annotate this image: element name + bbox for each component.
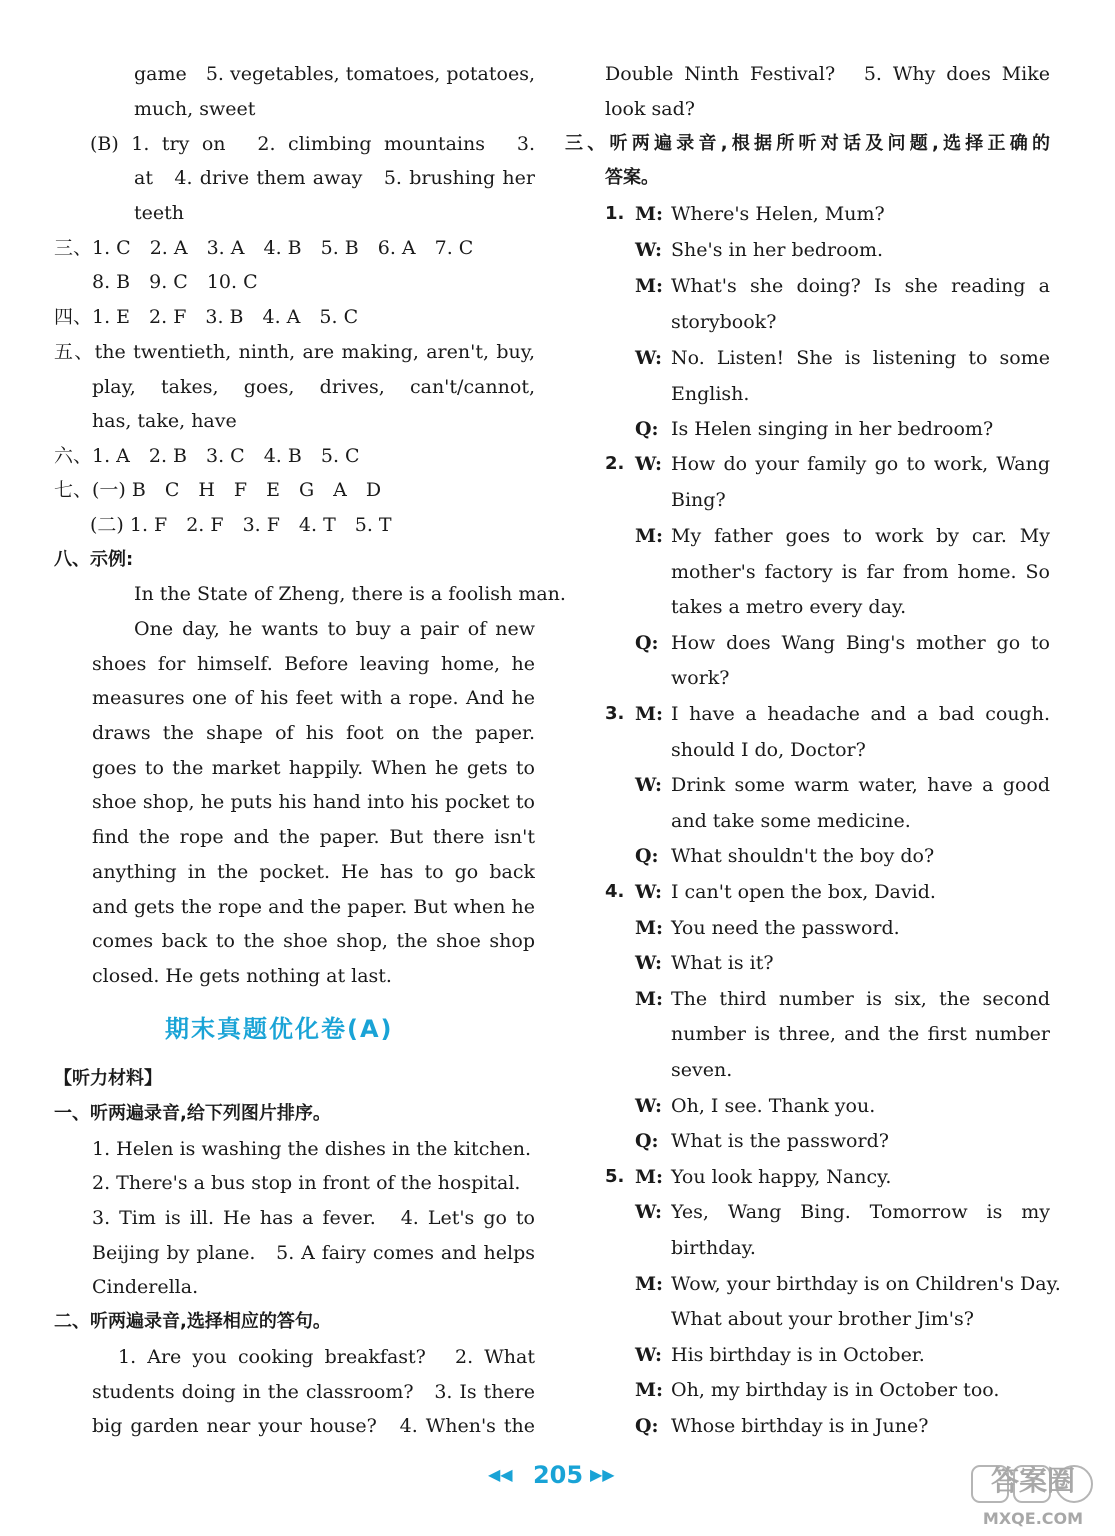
speaker-label: W: (635, 1095, 663, 1117)
left_lines-line: anything in the pocket. He has to go back (92, 861, 535, 883)
right_lines-line: What about your brother Jim's? (671, 1308, 974, 1330)
right_lines-line: mother's factory is far from home. So (671, 561, 1050, 583)
right_lines-line: 2. (605, 453, 625, 474)
right_lines-line: Yes, Wang Bing. Tomorrow is my (671, 1201, 1050, 1223)
left_lines-line: (B) 1. try on 2. climbing mountains 3. (90, 133, 535, 155)
right_lines-line: Whose birthday is in June? (671, 1415, 929, 1437)
right_lines-line: No. Listen! She is listening to some (671, 347, 1050, 369)
left_lines-line: 3. Tim is ill. He has a fever. 4. Let's go to (92, 1207, 535, 1229)
left_lines-line: 七、(一) B C H F E G A D (54, 479, 382, 501)
left_lines-line: 【听力材料】 (54, 1068, 162, 1089)
right_lines-line: I have a headache and a bad cough. (671, 703, 1050, 725)
speaker-label: Q: (635, 418, 659, 440)
speaker-label: M: (635, 917, 664, 939)
right_lines-line: 1. (605, 203, 625, 224)
right_lines-line: My father goes to work by car. My (671, 525, 1050, 547)
left_lines-line: students doing in the classroom? 3. Is there (92, 1381, 535, 1403)
right_lines-line: English. (671, 383, 750, 405)
next-page-arrow-icon[interactable]: ▶▶ (590, 1465, 615, 1484)
speaker-label: M: (635, 1166, 664, 1188)
left_lines-line: measures one of his feet with a rope. And he (92, 687, 535, 709)
right_lines-line: Oh, I see. Thank you. (671, 1095, 876, 1117)
left_lines-line: teeth (134, 202, 184, 224)
speaker-label: W: (635, 453, 663, 475)
left_lines-line: shoes for himself. Before leaving home, he (92, 653, 535, 675)
right_lines-line: seven. (671, 1059, 733, 1081)
left_lines-line: 1. Helen is washing the dishes in the kitchen. (92, 1138, 532, 1160)
left_lines-line: at 4. drive them away 5. brushing her (134, 167, 535, 189)
speaker-label: W: (635, 1344, 663, 1366)
left_lines-line: One day, he wants to buy a pair of new (134, 618, 535, 640)
left_lines-line: much, sweet (134, 98, 256, 120)
speaker-label: W: (635, 774, 663, 796)
right_lines-line: You need the password. (671, 917, 900, 939)
left_lines-line: 二、听两遍录音,选择相应的答句。 (54, 1311, 331, 1332)
left_lines-line: 五、the twentieth, ninth, are making, aren't, buy, (54, 341, 535, 363)
right_lines-line: What is it? (671, 952, 774, 974)
right_lines-line: What's she doing? Is she reading a (671, 275, 1050, 297)
speaker-label: W: (635, 952, 663, 974)
right_lines-line: and take some medicine. (671, 810, 911, 832)
left_lines-line: 1. Are you cooking breakfast? 2. What (118, 1346, 535, 1368)
right_lines-line: How do your family go to work, Wang (671, 453, 1050, 475)
right_lines-line: 4. (605, 881, 625, 902)
right_lines-line: 5. (605, 1166, 625, 1187)
right_lines-line: Wow, your birthday is on Children's Day. (671, 1273, 1061, 1295)
speaker-label: Q: (635, 632, 659, 654)
right_lines-line: Where's Helen, Mum? (671, 203, 885, 225)
right_lines-line: Drink some warm water, have a good (671, 774, 1050, 796)
right_lines-line: The third number is six, the second (671, 988, 1050, 1010)
right_lines-line: takes a metro every day. (671, 596, 907, 618)
left_lines-line: game 5. vegetables, tomatoes, potatoes, (134, 63, 535, 85)
speaker-label: M: (635, 525, 664, 547)
speaker-label: M: (635, 275, 664, 297)
speaker-label: M: (635, 1379, 664, 1401)
watermark-text: 答案圈 (990, 1464, 1076, 1497)
left_lines-line: In the State of Zheng, there is a foolish man. (134, 583, 566, 605)
right_lines-line: birthday. (671, 1237, 756, 1259)
watermark-logo-icon (968, 1462, 1098, 1530)
speaker-label: M: (635, 703, 664, 725)
speaker-label: M: (635, 988, 664, 1010)
left_lines-line: big garden near your house? 4. When's the (92, 1415, 535, 1437)
right_lines-line: 3. (605, 703, 625, 724)
left_lines-line: (二) 1. F 2. F 3. F 4. T 5. T (90, 514, 392, 536)
right_lines-line: Bing? (671, 489, 726, 511)
left_lines-line: find the rope and the paper. But there isn't (92, 826, 535, 848)
speaker-label: Q: (635, 1130, 659, 1152)
right_lines-line: storybook? (671, 311, 777, 333)
left_lines-line: and gets the rope and the paper. But when he (92, 896, 535, 918)
right_lines-line: look sad? (605, 98, 695, 120)
speaker-label: W: (635, 881, 663, 903)
left_lines-line: play, takes, goes, drives, can't/cannot, (92, 376, 535, 398)
left_lines-line: 三、1. C 2. A 3. A 4. B 5. B 6. A 7. C (54, 237, 474, 259)
speaker-label: W: (635, 1201, 663, 1223)
right_lines-line: should I do, Doctor? (671, 739, 866, 761)
right_lines-line: How does Wang Bing's mother go to (671, 632, 1050, 654)
left_lines-line: has, take, have (92, 410, 237, 432)
right_lines-line: work? (671, 667, 730, 689)
left_lines-line: shoe shop, he puts his hand into his pocket to (92, 791, 535, 813)
speaker-label: Q: (635, 1415, 659, 1437)
left_lines-line: draws the shape of his foot on the paper. (92, 722, 535, 744)
right_lines-line: What is the password? (671, 1130, 889, 1152)
prev-page-arrow-icon[interactable]: ◀◀ (488, 1465, 513, 1484)
right_lines-line: You look happy, Nancy. (671, 1166, 892, 1188)
right_lines-line: I can't open the box, David. (671, 881, 936, 903)
left_lines-line: 2. There's a bus stop in front of the hospital. (92, 1172, 521, 1194)
left_lines-line: closed. He gets nothing at last. (92, 965, 392, 987)
right_lines-line: Is Helen singing in her bedroom? (671, 418, 994, 440)
right_lines-line: Double Ninth Festival? 5. Why does Mike (605, 63, 1050, 85)
left_lines-line: goes to the market happily. When he gets to (92, 757, 535, 779)
speaker-label: W: (635, 347, 663, 369)
right_lines-line: Oh, my birthday is in October too. (671, 1379, 1000, 1401)
right_lines-line: What shouldn't the boy do? (671, 845, 935, 867)
right_lines-line: 答案。 (605, 167, 659, 188)
right_lines-line: 三、听两遍录音,根据所听对话及问题,选择正确的 (565, 133, 1050, 154)
speaker-label: W: (635, 239, 663, 261)
left_lines-line: comes back to the shoe shop, the shoe shop (92, 930, 535, 952)
right_lines-line: His birthday is in October. (671, 1344, 925, 1366)
page-number: 205 (532, 1461, 584, 1489)
left_lines-line: 8. B 9. C 10. C (92, 271, 258, 293)
speaker-label: M: (635, 1273, 664, 1295)
left_lines-line: 六、1. A 2. B 3. C 4. B 5. C (54, 445, 360, 467)
left_lines-line: Beijing by plane. 5. A fairy comes and helps (92, 1242, 535, 1264)
right_lines-line: She's in her bedroom. (671, 239, 884, 261)
speaker-label: M: (635, 203, 664, 225)
left_lines-line: 四、1. E 2. F 3. B 4. A 5. C (54, 306, 359, 328)
right_lines-line: number is three, and the first number (671, 1023, 1050, 1045)
left_lines-line: 一、听两遍录音,给下列图片排序。 (54, 1103, 331, 1124)
section-title: 期末真题优化卷(A) (165, 1015, 394, 1043)
left_lines-line: 八、示例: (54, 549, 134, 570)
left_lines-line: Cinderella. (92, 1276, 199, 1298)
watermark-url: MXQE.COM (982, 1509, 1084, 1528)
speaker-label: Q: (635, 845, 659, 867)
